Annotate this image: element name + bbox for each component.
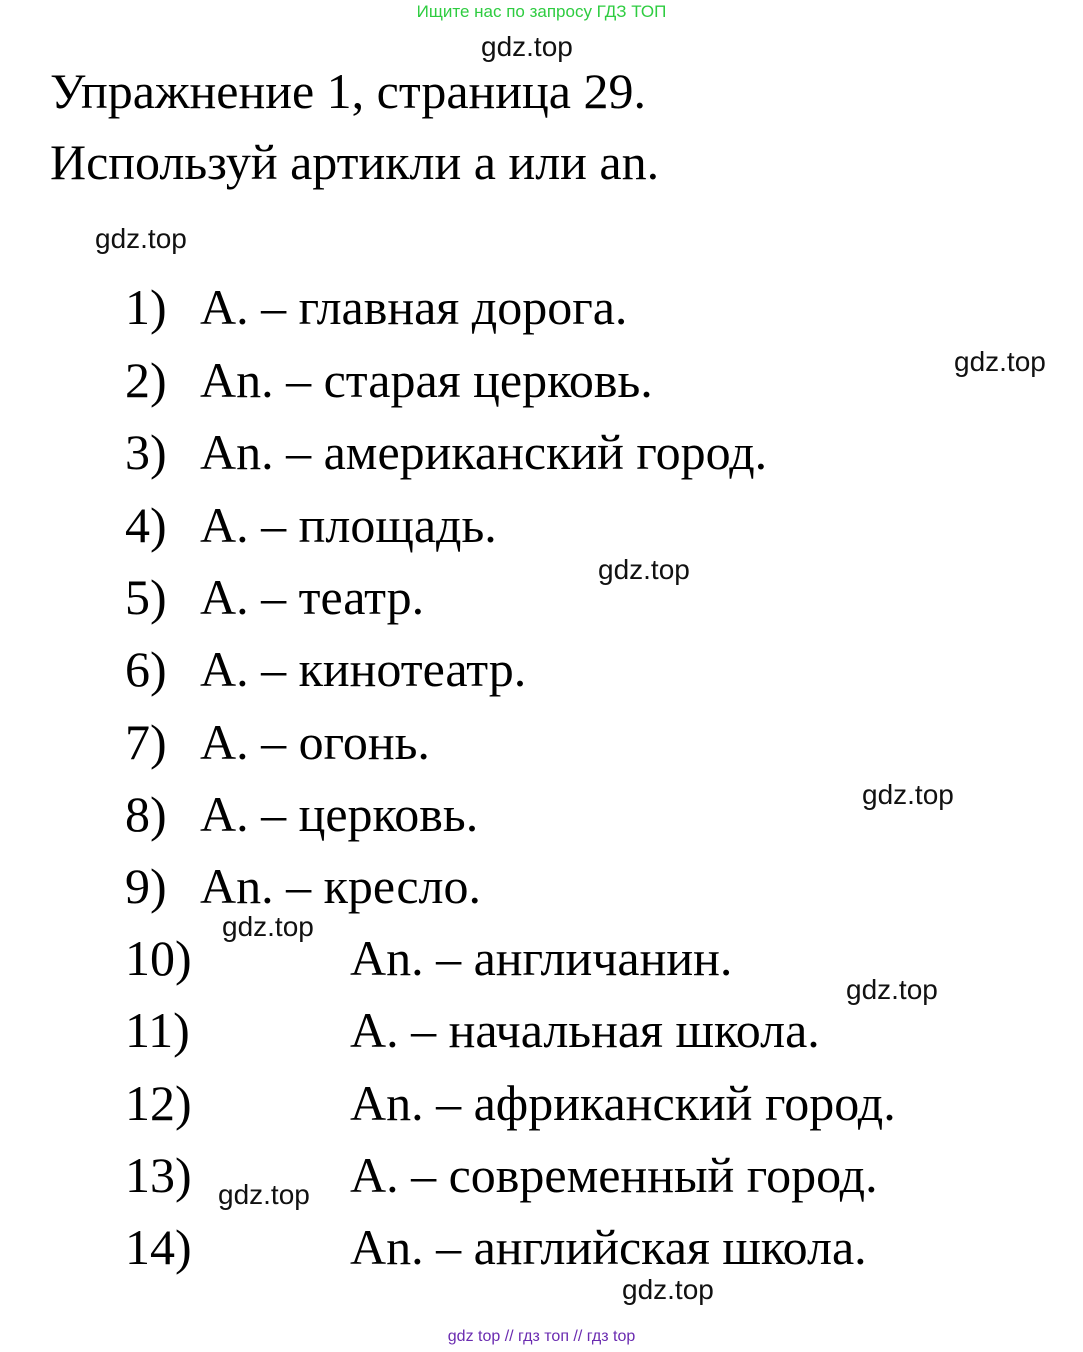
item-number: 13) — [125, 1147, 192, 1203]
item-number: 11) — [125, 1002, 190, 1058]
watermark: gdz.top — [481, 31, 573, 62]
item-answer: A. – современный город. — [350, 1147, 878, 1203]
item-number: 3) — [125, 424, 167, 480]
watermark: gdz.top — [222, 911, 314, 942]
watermark: gdz.top — [218, 1179, 310, 1210]
item-answer: A. – начальная школа. — [350, 1002, 820, 1058]
item-answer: An. – английская школа. — [350, 1219, 867, 1275]
watermark: gdz.top — [95, 223, 187, 254]
item-number: 4) — [125, 497, 167, 553]
top-banner: Ищите нас по запросу ГДЗ ТОП — [416, 2, 667, 21]
item-number: 8) — [125, 786, 167, 842]
item-answer: An. – англичанин. — [350, 930, 733, 986]
item-answer: An. – африканский город. — [350, 1075, 896, 1131]
item-number: 6) — [125, 641, 167, 697]
item-answer: An. – кресло. — [200, 858, 481, 914]
item-answer: A. – церковь. — [200, 786, 479, 842]
item-answer: A. – театр. — [200, 569, 425, 625]
watermark: gdz.top — [862, 779, 954, 810]
item-number: 9) — [125, 858, 167, 914]
item-answer: A. – огонь. — [200, 714, 430, 770]
instruction: Используй артикли a или an. — [50, 134, 660, 190]
watermark: gdz.top — [846, 974, 938, 1005]
item-number: 7) — [125, 714, 167, 770]
item-number: 2) — [125, 352, 167, 408]
item-answer: A. – главная дорога. — [200, 279, 628, 335]
item-number: 10) — [125, 930, 192, 986]
item-answer: An. – старая церковь. — [200, 352, 653, 408]
footer-links: gdz top // гдз топ // гдз top — [447, 1328, 636, 1345]
item-answer: A. – кинотеатр. — [200, 641, 527, 697]
item-number: 12) — [125, 1075, 192, 1131]
item-number: 14) — [125, 1219, 192, 1275]
item-answer: A. – площадь. — [200, 497, 497, 553]
watermark: gdz.top — [622, 1274, 714, 1305]
item-number: 5) — [125, 569, 167, 625]
item-number: 1) — [125, 279, 167, 335]
page-title: Упражнение 1, страница 29. — [50, 63, 646, 119]
item-answer: An. – американский город. — [200, 424, 768, 480]
watermark: gdz.top — [954, 346, 1046, 377]
watermark: gdz.top — [598, 554, 690, 585]
